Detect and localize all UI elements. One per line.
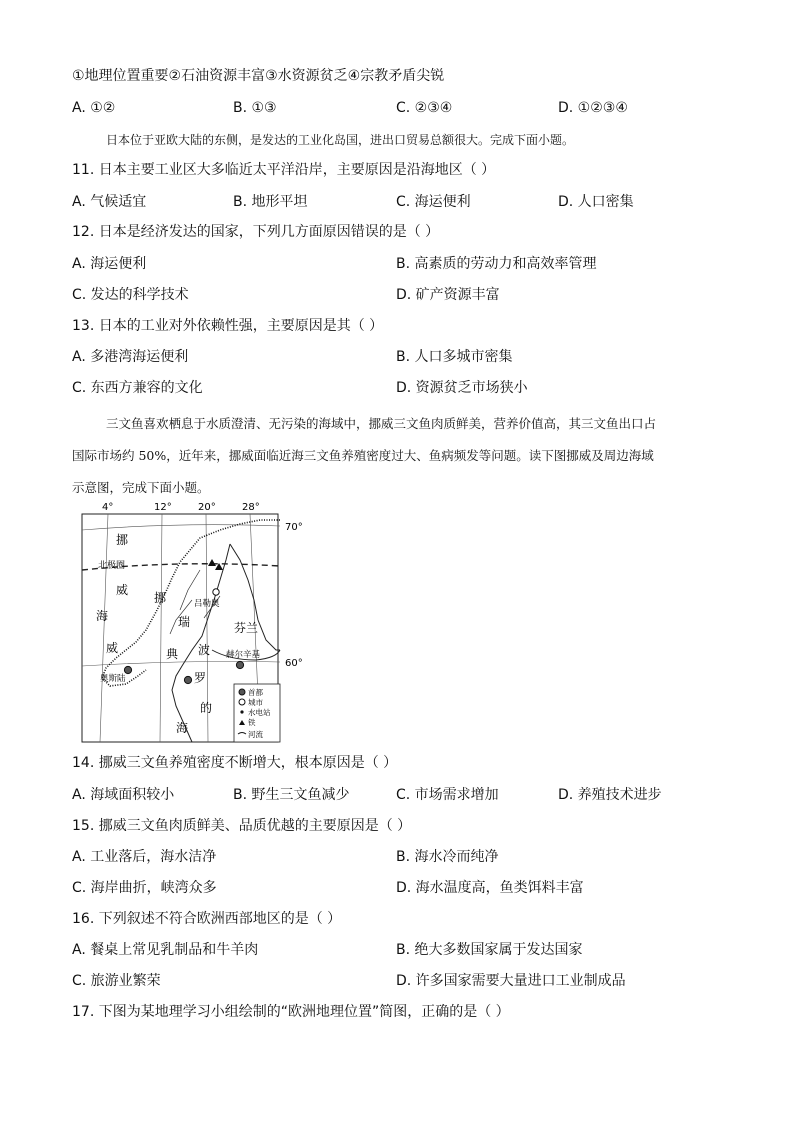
legend-capital: 首都	[248, 688, 263, 697]
legend-hydro: 水电站	[248, 708, 271, 717]
baltic-label-4: 海	[176, 721, 189, 735]
arctic-circle-label: 北极圈	[98, 561, 126, 571]
legend-city: 城市	[248, 698, 263, 707]
legend-capital-icon	[239, 689, 245, 695]
passage-japan: 日本位于亚欧大陆的东侧，是发达的工业化岛国，进出口贸易总额很大。完成下面小题。	[106, 133, 575, 147]
q11-option-c[interactable]: C. 海运便利	[396, 194, 471, 210]
q11-option-b[interactable]: B. 地形平坦	[233, 194, 308, 210]
q16-option-d[interactable]: D. 许多国家需要大量进口工业制成品	[396, 973, 626, 989]
city-helsinki-label: 赫尔辛基	[226, 650, 261, 660]
legend-river: 河流	[248, 730, 263, 739]
q16-option-b[interactable]: B. 绝大多数国家属于发达国家	[396, 942, 583, 958]
lat-label-70: 70°	[285, 522, 303, 533]
q10-option-d[interactable]: D. ①②③④	[558, 100, 628, 116]
q16-option-c[interactable]: C. 旅游业繁荣	[72, 973, 161, 989]
q16-option-a[interactable]: A. 餐桌上常见乳制品和牛羊肉	[72, 942, 259, 958]
norway-coast	[102, 520, 280, 686]
lon-label-20: 20°	[198, 502, 216, 513]
norway-label-1: 挪	[154, 591, 167, 605]
lon-label-28: 28°	[242, 502, 260, 513]
sea-label-2: 威	[116, 583, 129, 597]
q14-option-a[interactable]: A. 海域面积较小	[72, 787, 175, 803]
q10-choices-line: ①地理位置重要②石油资源丰富③水资源贫乏④宗教矛盾尖锐	[72, 68, 445, 84]
capital-oslo-marker	[124, 666, 131, 673]
q14-option-d[interactable]: D. 养殖技术进步	[558, 787, 662, 803]
baltic-label-3: 的	[200, 701, 213, 715]
q16-stem: 16. 下列叙述不符合欧洲西部地区的是（ ）	[72, 911, 342, 927]
q15-stem: 15. 挪威三文鱼肉质鲜美、品质优越的主要原因是（ ）	[72, 818, 412, 834]
baltic-label-1: 波	[198, 643, 211, 657]
q13-stem: 13. 日本的工业对外依赖性强，主要原因是其（ ）	[72, 318, 384, 334]
q11-option-a[interactable]: A. 气候适宜	[72, 194, 147, 210]
q14-option-c[interactable]: C. 市场需求增加	[396, 787, 499, 803]
sea-label-3: 海	[96, 609, 109, 623]
q13-option-d[interactable]: D. 资源贫乏市场狭小	[396, 380, 528, 396]
lon-label-4: 4°	[102, 502, 114, 513]
q14-stem: 14. 挪威三文鱼养殖密度不断增大，根本原因是（ ）	[72, 755, 398, 771]
city-kiruna-label: 吕勒奥	[194, 599, 220, 609]
lat-label-60: 60°	[285, 658, 303, 669]
q14-option-b[interactable]: B. 野生三文鱼减少	[233, 787, 350, 803]
q13-option-a[interactable]: A. 多港湾海运便利	[72, 349, 189, 365]
q12-option-b[interactable]: B. 高素质的劳动力和高效率管理	[396, 256, 597, 272]
lon-label-12: 12°	[154, 502, 172, 513]
passage-salmon-line1: 三文鱼喜欢栖息于水质澄清、无污染的海域中，挪威三文鱼肉质鲜美，营养价值高，其三文鱼出口占	[106, 416, 657, 431]
passage-salmon-line2: 国际市场约 50%，近年来，挪威面临近海三文鱼养殖密度过大、鱼病频发等问题。读下图挪威及周边海域	[72, 448, 654, 463]
iron-ore-icon	[208, 559, 223, 570]
q11-option-d[interactable]: D. 人口密集	[558, 194, 634, 210]
lat-60	[82, 662, 280, 667]
sea-label-1: 挪	[116, 533, 129, 547]
q17-stem: 17. 下图为某地理学习小组绘制的“欧洲地理位置”简图，正确的是（ ）	[72, 1004, 510, 1020]
q13-option-b[interactable]: B. 人口多城市密集	[396, 349, 513, 365]
q12-option-c[interactable]: C. 发达的科学技术	[72, 287, 189, 303]
q15-option-a[interactable]: A. 工业落后，海水洁净	[72, 849, 217, 865]
capital-helsinki-marker	[236, 661, 243, 668]
passage-salmon-line3: 示意图，完成下面小题。	[72, 480, 210, 495]
q15-option-c[interactable]: C. 海岸曲折，峡湾众多	[72, 880, 217, 896]
legend-city-icon	[239, 699, 245, 705]
city-kiruna-marker	[213, 589, 219, 595]
legend-hydro-icon	[240, 710, 243, 713]
legend-iron: 铁	[248, 718, 256, 727]
passage-salmon	[72, 408, 752, 504]
q15-option-d[interactable]: D. 海水温度高，鱼类饵料丰富	[396, 880, 584, 896]
q12-option-d[interactable]: D. 矿产资源丰富	[396, 287, 500, 303]
finland-label: 芬兰	[234, 621, 259, 635]
q12-option-a[interactable]: A. 海运便利	[72, 256, 147, 272]
baltic-label-2: 罗	[194, 671, 207, 685]
q13-option-c[interactable]: C. 东西方兼容的文化	[72, 380, 203, 396]
sweden-label-2: 典	[166, 647, 179, 661]
q10-option-a[interactable]: A. ①②	[72, 100, 116, 116]
norway-label-2: 威	[106, 641, 119, 655]
city-oslo-label: 奥斯陆	[100, 674, 126, 684]
q10-option-b[interactable]: B. ①③	[233, 100, 277, 116]
sweden-label-1: 瑞	[178, 615, 191, 629]
q10-option-c[interactable]: C. ②③④	[396, 100, 453, 116]
q12-stem: 12. 日本是经济发达的国家，下列几方面原因错误的是（ ）	[72, 224, 440, 240]
norway-map	[80, 500, 310, 745]
q15-option-b[interactable]: B. 海水冷而纯净	[396, 849, 499, 865]
q11-stem: 11. 日本主要工业区大多临近太平洋沿岸，主要原因是沿海地区（ ）	[72, 162, 496, 178]
capital-stockholm-marker	[184, 676, 191, 683]
